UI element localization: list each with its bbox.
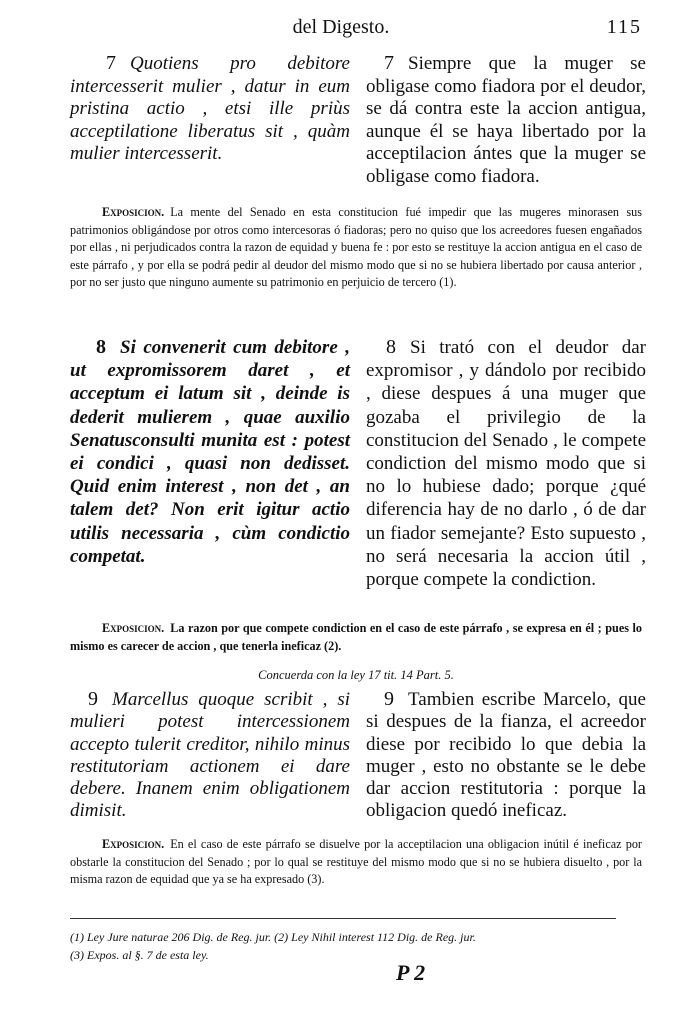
- spanish-paragraph: [366, 336, 646, 591]
- footnote-divider: [70, 918, 616, 919]
- exposicion-text: La mente del Senado en esta constitucion fué impedir que las mugeres minorasen sus patrimonios obligándose por otros como intercesoras ó fiadoras; pero no quiso que los acreedores fuesen engañados por ellas , ni perjudicados contra la razon de equidad y buena fe : por esto se restituye la accion antigua en el caso de este párrafo , y por ella se podrá pedir al deudor del mismo modo que si no se hubiera libertado por causa anterior , por no ser justo que ninguno aumente su patrimonio en perjuicio de tercero (1).: [70, 205, 642, 290]
- spanish-column: [366, 336, 646, 591]
- spanish-column: [366, 688, 646, 823]
- spanish-paragraph: [366, 688, 646, 823]
- exposicion-text: En el caso de este párrafo se disuelve por la acceptilacion una obligacion inútil é ineficaz por obstarle la constitucion del Senado ; por lo qual se restituye del mismo modo que si no se hubiera disuelto , por la misma razon de equidad que ya se ha expresado (3).: [70, 837, 642, 887]
- page-header: [40, 14, 642, 40]
- running-title: del Digesto.: [292, 16, 390, 38]
- exposicion-label: Exposicion.: [102, 837, 165, 851]
- exposicion-3: [70, 836, 642, 889]
- latin-text: Si convenerit cum debitore , ut expromissorem daret , et acceptum ei latum sit , deinde is dederit mulierem , quae auxilio Senatusconsulti munita est : potest ei condici , quasi non dedisset. Quid enim interest , non det , an talem det? Non erit igitur actio utilis necessaria , cùm condictio competat.: [70, 337, 350, 567]
- paragraph-number: 8: [386, 336, 396, 358]
- exposicion-label: Exposicion.: [102, 621, 165, 635]
- latin-paragraph: [70, 688, 350, 823]
- spanish-text: Tambien escribe Marcelo, que si despues de la fianza, el acreedor diese por recibido lo que debia la muger , esto no obstante se le debe dar accion restitutoria : porque la obligacion quedó ineficaz.: [366, 689, 646, 822]
- exposicion-label: Exposicion.: [102, 205, 165, 219]
- paragraph-number: 7: [384, 52, 394, 74]
- latin-column: [70, 336, 350, 568]
- latin-column: [70, 52, 350, 166]
- signature-mark: P 2: [396, 960, 426, 985]
- exposicion-1: [70, 204, 642, 292]
- latin-column: [70, 688, 350, 823]
- paragraph-number: 7: [106, 52, 116, 74]
- exposicion-text: La razon por que compete condiction en el caso de este párrafo , se expresa en él ; pues lo mismo es carecer de accion , que tenerla ineficaz (2).: [70, 621, 642, 653]
- spanish-text: Si trató con el deudor dar expromisor , y dándolo por recibido , diese despues á una muger que gozaba el privilegio de la constitucion del Senado , le compete condiction del mismo modo que si no lo hubiese dado; porque ¿qué diferencia hay de no darlo , ó de dar un fiador semejante? Esto supuesto , no será necesaria la accion útil , porque compete la condiction.: [366, 337, 646, 591]
- footnotes: [70, 928, 642, 964]
- footnote-line: (1) Ley Jure naturae 206 Dig. de Reg. jur. (2) Ley Nihil interest 112 Dig. de Reg. jur.: [70, 930, 476, 944]
- paragraph-number: 9: [384, 688, 394, 710]
- spanish-paragraph: [366, 52, 646, 188]
- paragraph-number: 8: [96, 336, 106, 358]
- paragraph-number: 9: [88, 688, 98, 710]
- spanish-column: [366, 52, 646, 188]
- spanish-text: Siempre que la muger se obligase como fiadora por el deudor, se dá contra este la accion antigua, aunque él se haya libertado por la acceptilacion ántes que la muger se obligase como fiadora.: [366, 53, 646, 187]
- footnote-line: (3) Expos. al §. 7 de esta ley.: [70, 948, 209, 962]
- page-number: 115: [606, 16, 642, 38]
- exposicion-2: [70, 620, 642, 655]
- concordance-note: Concuerda con la ley 17 tit. 14 Part. 5.: [258, 668, 454, 682]
- latin-paragraph: [70, 336, 350, 568]
- latin-paragraph: [70, 52, 350, 166]
- latin-text: Quotiens pro debitore intercesserit mulier , datur in eum pristina actio , etsi ille priùs acceptilatione liberatus sit , quàm mulier intercesserit.: [70, 53, 350, 164]
- latin-text: Marcellus quoque scribit , si mulieri potest intercessionem accepto tulerit creditor, nihilo minus restitutoriam actionem ei dare debere. Inanem enim obligationem dimisit.: [70, 689, 350, 822]
